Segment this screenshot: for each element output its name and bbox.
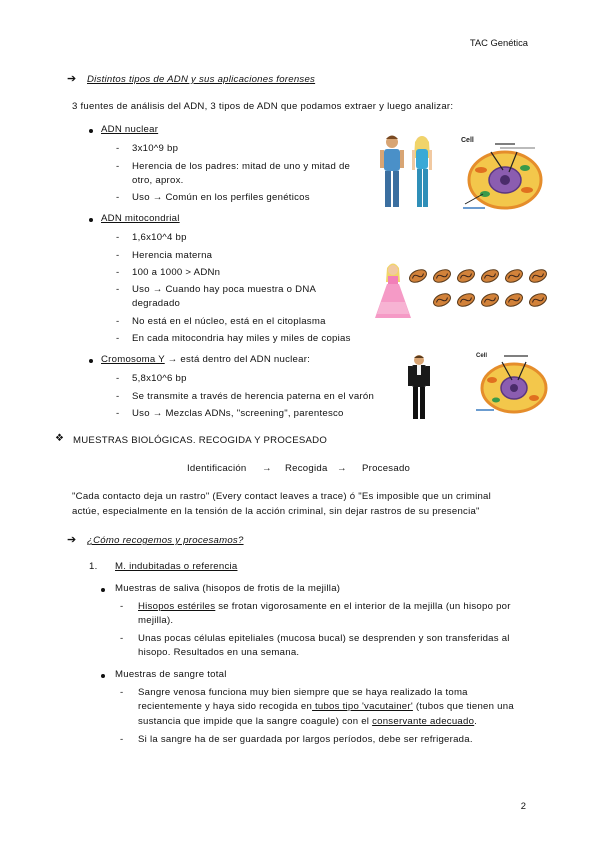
dash-icon: - <box>120 687 124 698</box>
blood-text: recientemente y haya sido recogida en <box>138 701 313 712</box>
diamond-bullet-icon: ❖ <box>55 433 64 444</box>
header-title: TAC Genética <box>469 37 528 48</box>
saliva-title: Muestras de saliva (hisopos de frotis de la mejilla) <box>115 583 341 594</box>
flow-step: Procesado <box>362 463 411 474</box>
blood-title: Muestras de sangre total <box>115 669 227 680</box>
dash-icon: - <box>120 601 124 612</box>
cell-label: Cell <box>461 137 474 144</box>
list-item: No está en el núcleo, está en el citoplasma <box>132 316 326 327</box>
list-item: Uso → Común en los perfiles genéticos <box>132 192 310 203</box>
mito-title: ADN mitocondrial <box>101 213 180 224</box>
dash-icon: - <box>116 284 120 295</box>
list-item: 3x10^9 bp <box>132 143 179 154</box>
blood-item-line: Si la sangre ha de ser guardada por largos períodos, debe ser refrigerada. <box>138 734 473 745</box>
blood-item-line <box>138 716 477 727</box>
nuclear-title: ADN nuclear <box>101 124 159 135</box>
saliva-item-line: hisopo. Resultados en una semana. <box>138 647 300 658</box>
page-number: 2 <box>520 800 526 811</box>
section-heading: Distintos tipos de ADN y sus aplicaciones forenses <box>87 74 316 85</box>
quote-line: actúe, especialmente en la tensión de la acción criminal, sin dejar rastros de su presencia" <box>72 506 480 517</box>
list-item: 100 a 1000 > ADNn <box>132 267 221 278</box>
subheading: ¿Cómo recogemos y procesamos? <box>87 535 244 546</box>
quote-line: "Cada contacto deja un rastro" (Every contact leaves a trace) ó "Es imposible que un criminal <box>72 491 492 502</box>
arrow-right-icon: ➔ <box>67 73 77 85</box>
saliva-item-text: se frotan vigorosamente en el interior de la mejilla (un hisopo por <box>215 601 511 612</box>
flow-arrow: → <box>337 463 347 474</box>
bullet-icon <box>101 588 105 592</box>
cell-diagram <box>470 348 550 418</box>
dash-icon: - <box>116 232 120 243</box>
dash-icon: - <box>120 734 124 745</box>
bullet-icon <box>89 129 93 133</box>
section-heading: MUESTRAS BIOLÓGICAS. RECOGIDA Y PROCESADO <box>73 435 328 446</box>
list-item: Se transmite a través de herencia paterna en el varón <box>132 391 375 402</box>
list-item: 5,8x10^6 bp <box>132 373 187 384</box>
blood-text: . <box>474 716 478 727</box>
barbie-pink-dress-illustration <box>373 262 413 320</box>
ychrom-title-line <box>101 354 310 365</box>
adequate-preservative: conservante adecuado <box>372 716 475 727</box>
mitochondria-illustration <box>408 266 550 316</box>
dash-icon: - <box>116 391 120 402</box>
flow-step: Identificación <box>187 463 247 474</box>
list-item: Herencia de los padres: mitad de uno y mitad de <box>132 161 351 172</box>
cell-label: Cell <box>476 353 488 359</box>
saliva-item-line <box>138 601 511 612</box>
dash-icon: - <box>116 408 120 419</box>
ken-suit-illustration <box>404 354 434 420</box>
bullet-icon <box>89 218 93 222</box>
arrow-right-icon: ➔ <box>67 534 77 546</box>
cell-diagram <box>455 130 547 215</box>
list-item: Herencia materna <box>132 250 213 261</box>
bullet-icon <box>89 359 93 363</box>
flow-step: Recogida <box>285 463 328 474</box>
ken-barbie-illustration <box>372 132 442 212</box>
list-number: 1. <box>89 561 98 572</box>
dash-icon: - <box>116 161 120 172</box>
dash-icon: - <box>116 373 120 384</box>
ychrom-title: Cromosoma Y <box>101 354 165 365</box>
blood-item-line: Sangre venosa funciona muy bien siempre que se haya realizado la toma <box>138 687 468 698</box>
numbered-title: M. indubitadas o referencia <box>115 561 238 572</box>
list-item: 1,6x10^4 bp <box>132 232 187 243</box>
ychrom-suffix: → está dentro del ADN nuclear: <box>164 354 311 365</box>
list-item: En cada mitocondria hay miles y miles de copias <box>132 333 351 344</box>
list-item: degradado <box>132 298 181 309</box>
list-item: otro, aprox. <box>132 175 184 186</box>
blood-text: sustancia que impide que la sangre coagule) con el <box>138 716 373 727</box>
dash-icon: - <box>116 192 120 203</box>
dash-icon: - <box>116 143 120 154</box>
saliva-item-line: Unas pocas células epiteliales (mucosa bucal) se desprenden y son transferidas al <box>138 633 510 644</box>
list-item: Uso → Cuando hay poca muestra o DNA <box>132 284 317 295</box>
flow-arrow: → <box>262 463 272 474</box>
list-item: Uso → Mezclas ADNs, "screening", parentesco <box>132 408 344 419</box>
bullet-icon <box>101 674 105 678</box>
dash-icon: - <box>116 250 120 261</box>
vacutainer-tubes: tubos tipo 'vacutainer' <box>312 701 413 712</box>
dash-icon: - <box>116 316 120 327</box>
sterile-swabs: Hisopos estériles <box>138 601 216 612</box>
saliva-item-line: mejilla). <box>138 615 174 626</box>
intro-text: 3 fuentes de análisis del ADN, 3 tipos de ADN que podamos extraer y luego analizar: <box>72 101 454 112</box>
blood-text: (tubos que tienen una <box>412 701 514 712</box>
blood-item-line <box>138 701 514 712</box>
dash-icon: - <box>116 267 120 278</box>
dash-icon: - <box>116 333 120 344</box>
dash-icon: - <box>120 633 124 644</box>
